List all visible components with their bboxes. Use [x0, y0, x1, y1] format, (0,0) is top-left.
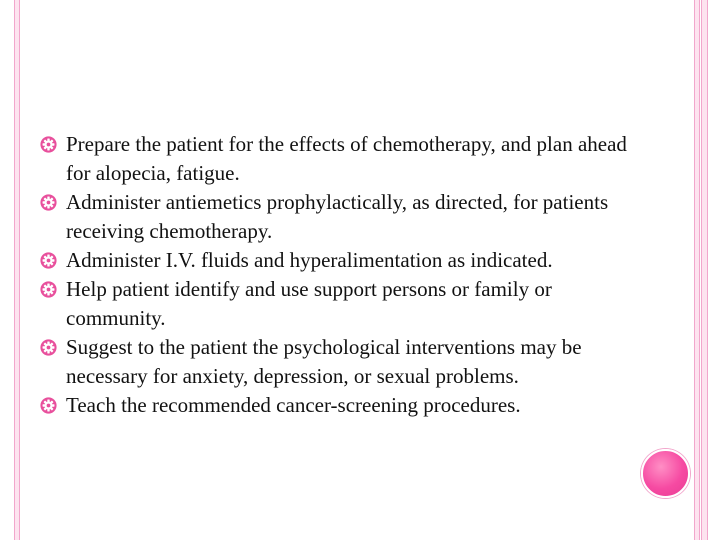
left-frame-border [14, 0, 20, 540]
bullet-item [38, 188, 638, 246]
bullet-text: Suggest to the patient the psychological interventions may be necessary for anxiety, depression, or sexual problems. [66, 335, 582, 388]
bullet-text: Administer I.V. fluids and hyperalimentation as indicated. [66, 248, 553, 272]
bullet-item [38, 130, 638, 188]
bullet-text: Prepare the patient for the effects of chemotherapy, and plan ahead for alopecia, fatigue. [66, 132, 627, 185]
bullet-text: Help patient identify and use support persons or family or community. [66, 277, 552, 330]
gear-icon [40, 252, 57, 269]
decorative-pink-circle [641, 449, 690, 498]
bullet-list [38, 130, 638, 420]
bullet-text: Administer antiemetics prophylactically, as directed, for patients receiving chemotherapy. [66, 190, 609, 243]
right-frame-inner-line [699, 0, 702, 540]
gear-icon [40, 136, 57, 153]
gear-icon [40, 397, 57, 414]
bullet-text: Teach the recommended cancer-screening procedures. [66, 393, 521, 417]
bullet-item [38, 391, 638, 420]
gear-icon [40, 281, 57, 298]
right-frame-border [694, 0, 708, 540]
bullet-item [38, 246, 638, 275]
gear-icon [40, 339, 57, 356]
bullet-item [38, 333, 638, 391]
bullet-item [38, 275, 638, 333]
gear-icon [40, 194, 57, 211]
